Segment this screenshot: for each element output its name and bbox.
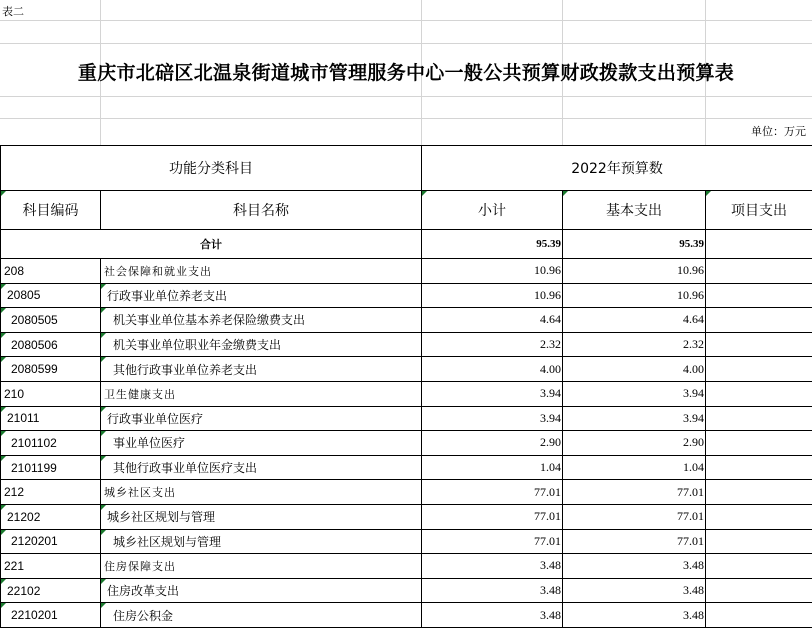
row-name: 住房保障支出 [101,554,422,579]
total-project [706,230,812,259]
row-basic: 2.90 [563,431,706,456]
row-basic: 10.96 [563,283,706,308]
row-name: 其他行政事业单位医疗支出 [101,455,422,480]
row-name: 其他行政事业单位养老支出 [101,357,422,382]
subtotal-header: 小计 [422,191,563,230]
table-row [1,504,812,529]
sheet-label: 表二 [2,5,24,18]
table-row [1,529,812,554]
total-subtotal: 95.39 [422,230,563,259]
row-subtotal: 3.94 [422,381,563,406]
row-subtotal: 10.96 [422,283,563,308]
header-row-1 [1,146,812,191]
row-name: 行政事业单位养老支出 [101,283,422,308]
row-name: 行政事业单位医疗 [101,406,422,431]
row-basic: 3.94 [563,406,706,431]
grid-line [0,118,812,119]
table-row [1,603,812,628]
row-basic: 3.48 [563,554,706,579]
row-code: 2080505 [1,308,101,333]
unit-label: 单位：万元 [751,125,806,138]
row-basic: 4.00 [563,357,706,382]
row-project [706,357,812,382]
row-subtotal: 77.01 [422,529,563,554]
row-code: 2080506 [1,332,101,357]
basic-header: 基本支出 [563,191,706,230]
row-project [706,283,812,308]
row-subtotal: 4.64 [422,308,563,333]
table-row [1,357,812,382]
row-basic: 4.64 [563,308,706,333]
budget-year-header: 2022年预算数 [422,146,812,191]
table-row [1,480,812,505]
row-project [706,529,812,554]
row-subtotal: 2.90 [422,431,563,456]
row-code: 2101102 [1,431,101,456]
total-row [1,230,812,259]
row-code: 20805 [1,283,101,308]
row-name: 城乡社区支出 [101,480,422,505]
row-project [706,504,812,529]
code-header: 科目编码 [1,191,101,230]
row-subtotal: 77.01 [422,480,563,505]
row-code: 2080599 [1,357,101,382]
row-subtotal: 1.04 [422,455,563,480]
row-code: 208 [1,259,101,284]
row-name: 住房公积金 [101,603,422,628]
row-basic: 2.32 [563,332,706,357]
row-project [706,381,812,406]
row-basic: 3.48 [563,578,706,603]
table-row [1,283,812,308]
row-subtotal: 3.48 [422,603,563,628]
row-name: 城乡社区规划与管理 [101,529,422,554]
row-code: 2210201 [1,603,101,628]
row-basic: 77.01 [563,504,706,529]
row-name: 城乡社区规划与管理 [101,504,422,529]
row-name: 社会保障和就业支出 [101,259,422,284]
row-code: 21011 [1,406,101,431]
row-basic: 77.01 [563,480,706,505]
row-project [706,480,812,505]
row-basic: 10.96 [563,259,706,284]
func-category-header: 功能分类科目 [1,146,422,191]
row-project [706,603,812,628]
row-project [706,308,812,333]
table-row [1,259,812,284]
row-name: 事业单位医疗 [101,431,422,456]
row-basic: 3.48 [563,603,706,628]
total-basic: 95.39 [563,230,706,259]
row-project [706,431,812,456]
row-subtotal: 3.48 [422,554,563,579]
row-basic: 77.01 [563,529,706,554]
budget-table [0,145,812,628]
row-subtotal: 77.01 [422,504,563,529]
sheet-header-area [0,0,812,145]
table-row [1,578,812,603]
name-header: 科目名称 [101,191,422,230]
row-subtotal: 10.96 [422,259,563,284]
table-row [1,455,812,480]
row-code: 221 [1,554,101,579]
row-code: 21202 [1,504,101,529]
table-row [1,332,812,357]
row-project [706,259,812,284]
table-row [1,308,812,333]
row-code: 2120201 [1,529,101,554]
grid-line [0,96,812,97]
row-name: 机关事业单位职业年金缴费支出 [101,332,422,357]
row-project [706,578,812,603]
page-title: 重庆市北碚区北温泉街道城市管理服务中心一般公共预算财政拨款支出预算表 [77,62,735,84]
header-row-2 [1,191,812,230]
row-code: 22102 [1,578,101,603]
table-row [1,406,812,431]
row-code: 210 [1,381,101,406]
project-header: 项目支出 [706,191,812,230]
row-project [706,332,812,357]
row-subtotal: 3.48 [422,578,563,603]
row-code: 2101199 [1,455,101,480]
row-name: 住房改革支出 [101,578,422,603]
table-row [1,431,812,456]
row-basic: 3.94 [563,381,706,406]
total-label: 合计 [1,230,422,259]
grid-line [0,20,812,21]
row-code: 212 [1,480,101,505]
row-project [706,406,812,431]
row-subtotal: 2.32 [422,332,563,357]
row-project [706,554,812,579]
table-row [1,554,812,579]
row-basic: 1.04 [563,455,706,480]
row-subtotal: 3.94 [422,406,563,431]
table-row [1,381,812,406]
grid-line [0,43,812,44]
row-name: 卫生健康支出 [101,381,422,406]
row-name: 机关事业单位基本养老保险缴费支出 [101,308,422,333]
row-project [706,455,812,480]
row-subtotal: 4.00 [422,357,563,382]
